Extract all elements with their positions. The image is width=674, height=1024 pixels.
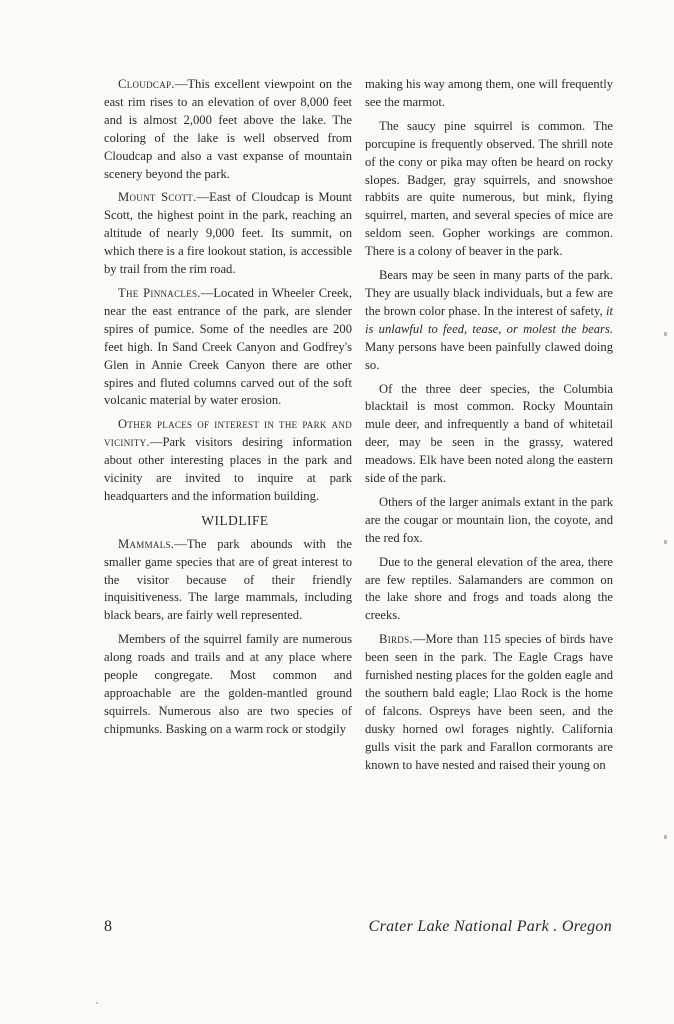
wildlife-heading: WILDLIFE [201, 512, 269, 528]
paragraph-bears [365, 267, 613, 374]
paragraph-cloudcap [104, 76, 352, 183]
left-column [104, 76, 352, 745]
right-column [365, 76, 613, 781]
birds-heading: Birds. [379, 632, 413, 647]
pinnacles-heading: The Pinnacles. [118, 285, 201, 300]
mammals-heading: Mammals. [118, 536, 175, 551]
scan-speck [664, 835, 667, 839]
paragraph-birds [365, 631, 613, 774]
mount-scott-heading: Mount Scott. [118, 190, 197, 205]
paragraph-marmot-continuation: making his way among them, one will frequently see the marmot. [365, 77, 613, 109]
bears-warning: it is unlawful to feed, tease, or molest the bears. [365, 303, 613, 336]
other-places-text: —Park visitors desiring information about other interesting places in the park and vicinity are invited to inquire at park headquarters and the information building. [104, 435, 352, 503]
paragraph-deer: Of the three deer species, the Columbia blacktail is most common. Rocky Mountain mule deer, and infrequently a band of whitetail deer, may be seen in the grassy, watered meadows. Elk have been noted along the eastern side of the park. [365, 381, 613, 486]
page-number: 8 [104, 918, 112, 935]
paragraph-squirrels: Members of the squirrel family are numerous along roads and trails and at any place where people congregate. Most common and approachable are the golden-mantled ground squirrels. Numerous also are two species of chipmunks. Basking on a warm rock or stodgily [104, 632, 352, 736]
cloudcap-heading: Cloudcap. [118, 77, 175, 91]
mount-scott-text: —East of Cloudcap is Mount Scott, the highest point in the park, reaching an altitude of nearly 9,000 feet. Its summit, on which there is a fire lookout station, is accessible by trail from the rim road. [104, 190, 353, 277]
paragraph-mount-scott [104, 189, 352, 279]
mammals-text: —The park abounds with the smaller game species that are of great interest to the visitor because of their friendly inquisitiveness. The large mammals, including black bears, are fairly well represented. [104, 536, 352, 623]
cloudcap-text: —This excellent viewpoint on the east rim rises to an elevation of over 8,000 feet and is almost 2,000 feet above the lake. The coloring of the lake is well observed from Cloudcap and also a vast expanse of mountain scenery beyond the park. [104, 77, 352, 181]
paragraph-reptiles: Due to the general elevation of the area, there are few reptiles. Salamanders are common on the lake shore and frogs and toads along the creeks. [365, 554, 613, 623]
bears-intro: Bears may be seen in many parts of the park. They are usually black individuals, but a few are the brown color phase. In the interest of safety, [365, 268, 613, 318]
paragraph-pine-squirrel: The saucy pine squirrel is common. The porcupine is frequently observed. The shrill note of the cony or pika may often be heard on rocky slopes. Badger, gray squirrels, and snowshoe rabbits are quite numerous, but mink, flying squirrel, marten, and several species of mice are seldom seen. Gopher workings are common. There is a colony of beaver in the park. [365, 118, 613, 259]
paragraph-larger-animals: Others of the larger animals extant in the park are the cougar or mountain lion, the coyote, and the red fox. [365, 494, 613, 545]
bears-outro: Many persons have been painfully clawed doing so. [365, 339, 613, 372]
paragraph-other-places [104, 416, 352, 506]
other-places-heading: Other places of interest in the park and vicinity. [104, 417, 352, 450]
scan-speck [664, 540, 667, 544]
paragraph-mammals [104, 536, 352, 626]
paragraph-pinnacles [104, 285, 352, 410]
pinnacles-text: —Located in Wheeler Creek, near the east entrance of the park, are slender spires of pumice. Some of the needles are 200 feet high. In Sand Creek Canyon and Godfrey's Glen in Annie Creek Canyon there are other spires and fluted columns carved out of the soft volcanic material by water erosion. [104, 285, 352, 408]
scan-speck [664, 332, 667, 336]
birds-text: —More than 115 species of birds have been seen in the park. The Eagle Crags have furnished nesting places for the golden eagle and the southern bald eagle; Llao Rock is the home of falcons. Ospreys have been seen, and the dusky horned owl forages nightly. California gulls visit the park and Farallon cormorants are known to have nested and raised their young on [365, 632, 613, 772]
running-title: Crater Lake National Park . Oregon [368, 918, 612, 935]
scan-speck [96, 1002, 98, 1004]
